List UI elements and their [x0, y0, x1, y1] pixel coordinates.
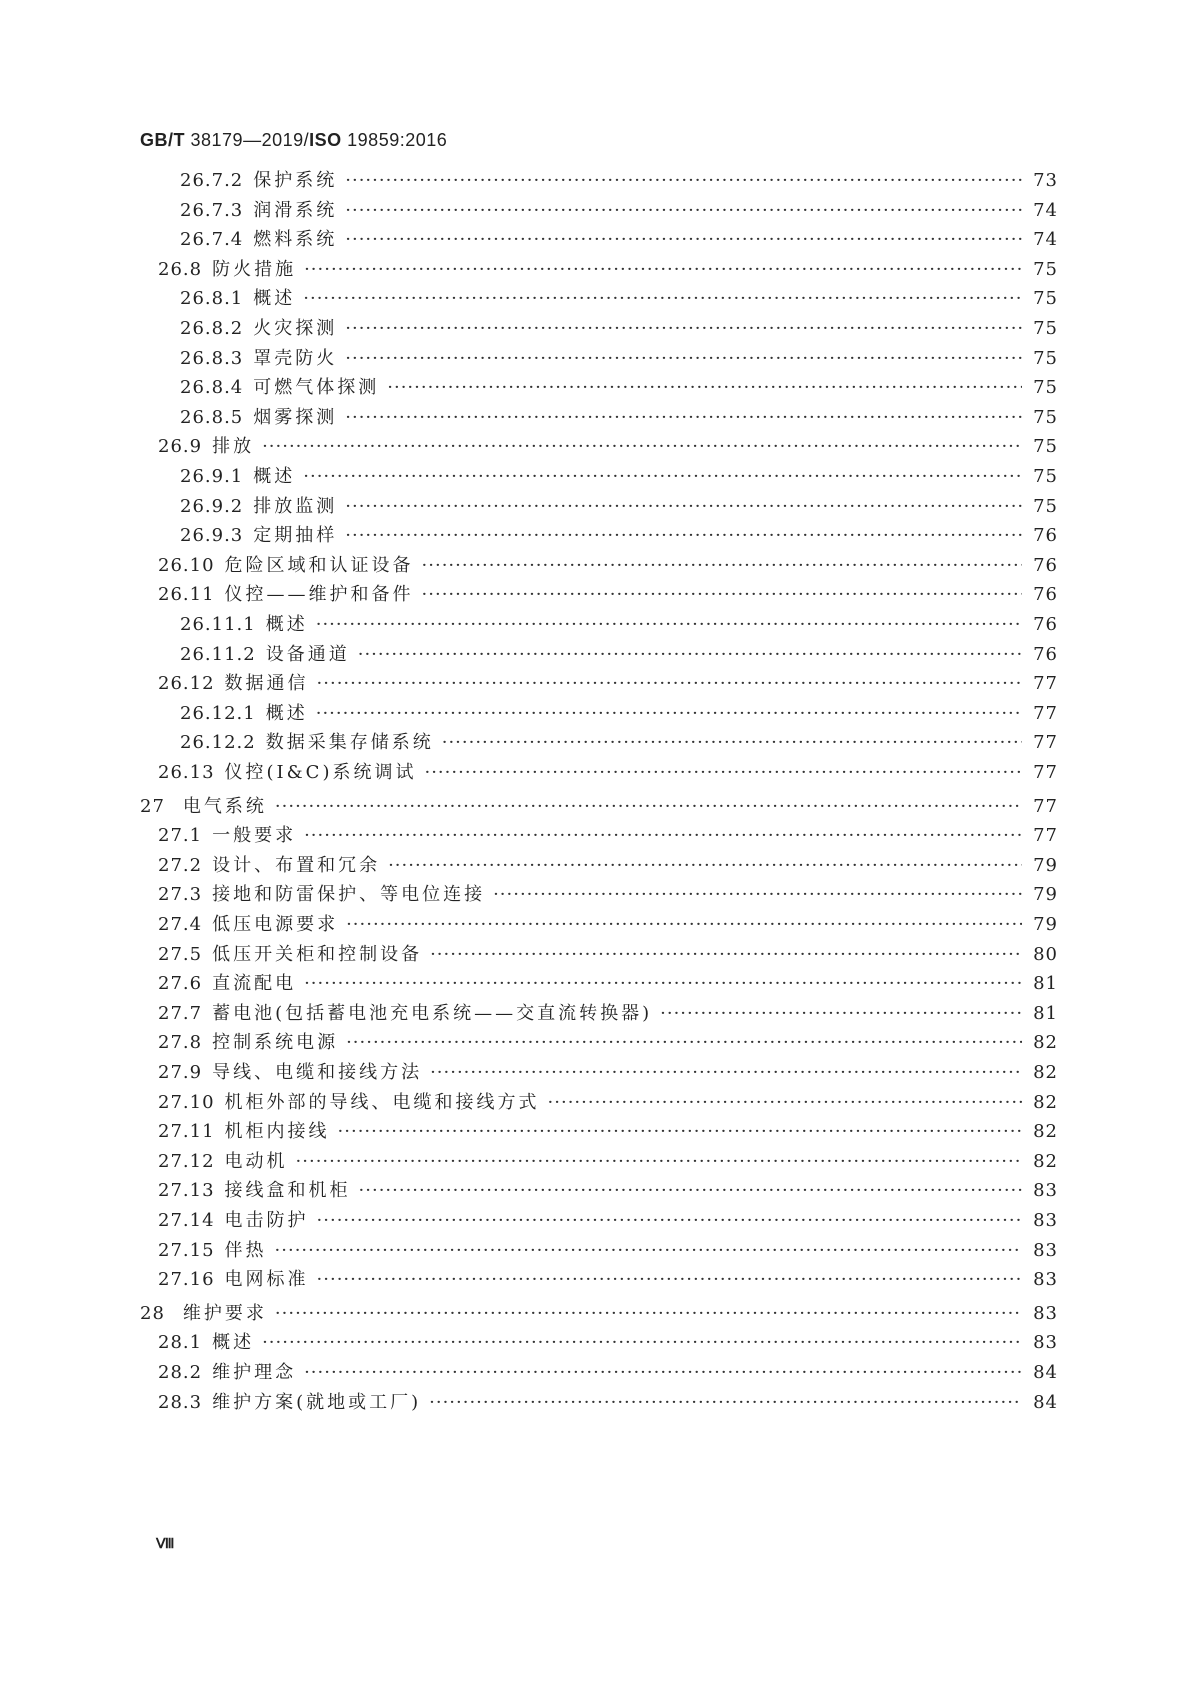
toc-entry-title: 设计、布置和冗余 — [212, 854, 381, 876]
toc-entry-page: 73 — [1033, 170, 1058, 191]
toc-entry-page: 82 — [1033, 1062, 1058, 1083]
toc-entry-number: 26.11 — [158, 584, 215, 606]
toc-entry[interactable] — [0, 1089, 1191, 1117]
toc-entry[interactable] — [0, 197, 1191, 225]
toc-entry-page: 74 — [1033, 229, 1058, 251]
toc-entry-title: 直流配电 — [212, 973, 297, 995]
toc-entry[interactable] — [0, 1300, 1191, 1328]
toc-entry-number: 26.7.2 — [180, 170, 244, 191]
toc-entry[interactable] — [0, 1359, 1191, 1387]
toc-entry-title: 维护要求 — [182, 1302, 267, 1324]
toc-entry[interactable] — [0, 1148, 1191, 1176]
toc-dot-leader — [429, 1389, 1022, 1417]
toc-dot-leader — [275, 793, 1022, 821]
toc-dot-leader — [430, 1059, 1022, 1087]
toc-entry[interactable] — [0, 1000, 1191, 1028]
toc-dot-leader — [317, 670, 1022, 698]
toc-dot-leader — [304, 1359, 1022, 1387]
toc-entry-number: 26.9.2 — [180, 495, 244, 517]
toc-entry[interactable] — [0, 552, 1191, 580]
toc-entry-title: 数据采集存储系统 — [265, 732, 434, 754]
toc-dot-leader — [317, 1266, 1022, 1294]
toc-dot-leader — [296, 1148, 1022, 1176]
toc-entry-number: 26.7.3 — [180, 199, 244, 221]
toc-entry-number: 26.11.1 — [180, 614, 256, 635]
toc-dot-leader — [345, 345, 1022, 373]
toc-entry-number: 26.8.2 — [180, 318, 244, 339]
toc-entry-title: 机柜内接线 — [224, 1121, 330, 1143]
toc-entry-page: 75 — [1033, 406, 1058, 428]
toc-dot-leader — [387, 374, 1022, 402]
toc-entry-title: 伴热 — [224, 1239, 267, 1261]
toc-dot-leader — [303, 463, 1022, 491]
toc-entry-number: 27.6 — [158, 973, 203, 995]
toc-entry-number: 26.7.4 — [180, 229, 244, 251]
toc-entry-page: 83 — [1033, 1269, 1058, 1291]
toc-dot-leader — [317, 1207, 1022, 1235]
toc-entry-title: 燃料系统 — [253, 229, 338, 251]
toc-entry-number: 28.2 — [158, 1362, 203, 1383]
toc-entry-page: 77 — [1033, 825, 1058, 847]
toc-entry-page: 77 — [1033, 795, 1058, 817]
toc-entry[interactable] — [0, 641, 1191, 669]
toc-entry-title: 危险区域和认证设备 — [224, 554, 414, 576]
toc-entry-title: 可燃气体探测 — [253, 377, 380, 399]
toc-entry-page: 75 — [1033, 377, 1058, 399]
toc-entry[interactable] — [0, 970, 1191, 998]
toc-dot-leader — [345, 315, 1022, 343]
toc-entry[interactable] — [0, 315, 1191, 343]
toc-entry-page: 75 — [1033, 436, 1058, 458]
toc-dot-leader — [346, 1029, 1022, 1057]
toc-entry-page: 75 — [1033, 347, 1058, 369]
standard-number: 38179—2019/ — [190, 130, 310, 150]
toc-dot-leader — [345, 493, 1022, 521]
toc-entry[interactable] — [0, 1207, 1191, 1235]
toc-entry-number: 27.5 — [158, 943, 203, 965]
toc-entry-number: 28 — [140, 1302, 165, 1324]
toc-entry-title: 机柜外部的导线、电缆和接线方式 — [224, 1091, 540, 1113]
toc-entry-page: 74 — [1033, 199, 1058, 221]
toc-entry[interactable] — [0, 167, 1191, 195]
toc-dot-leader — [316, 611, 1022, 639]
toc-dot-leader — [422, 581, 1022, 609]
toc-entry[interactable] — [0, 759, 1191, 787]
toc-entry-number: 26.9.3 — [180, 525, 244, 547]
toc-entry-title: 维护理念 — [212, 1362, 297, 1383]
toc-dot-leader — [660, 1000, 1022, 1028]
toc-entry-page: 83 — [1033, 1210, 1058, 1231]
toc-entry-number: 26.8.3 — [180, 347, 244, 369]
toc-entry-number: 27 — [140, 795, 165, 817]
toc-entry-number: 26.12 — [158, 673, 215, 695]
toc-entry[interactable] — [0, 226, 1191, 254]
toc-entry-title: 保护系统 — [253, 170, 338, 191]
toc-entry-title: 电击防护 — [224, 1210, 309, 1231]
toc-dot-leader — [358, 641, 1022, 669]
toc-dot-leader — [262, 433, 1022, 461]
toc-entry-page: 77 — [1033, 673, 1058, 695]
toc-entry-title: 罩壳防火 — [253, 347, 338, 369]
toc-entry-page: 83 — [1033, 1239, 1058, 1261]
toc-dot-leader — [262, 1329, 1022, 1357]
toc-entry-number: 27.1 — [158, 825, 203, 847]
toc-entry[interactable] — [0, 700, 1191, 728]
toc-entry-title: 导线、电缆和接线方法 — [212, 1062, 423, 1083]
toc-entry-page: 77 — [1033, 732, 1058, 754]
toc-entry-title: 概述 — [212, 1332, 255, 1354]
toc-entry-number: 27.13 — [158, 1180, 215, 1202]
toc-dot-leader — [493, 881, 1022, 909]
toc-entry-page: 83 — [1033, 1302, 1058, 1324]
toc-entry[interactable] — [0, 404, 1191, 432]
toc-entry-page: 82 — [1033, 1121, 1058, 1143]
toc-entry-page: 77 — [1033, 762, 1058, 783]
toc-dot-leader — [345, 167, 1022, 195]
toc-dot-leader — [316, 700, 1022, 728]
toc-entry[interactable] — [0, 493, 1191, 521]
toc-entry-number: 27.9 — [158, 1062, 203, 1083]
toc-entry[interactable] — [0, 1329, 1191, 1357]
toc-entry-page: 75 — [1033, 258, 1058, 280]
toc-entry-page: 76 — [1033, 584, 1058, 606]
toc-dot-leader — [338, 1118, 1022, 1146]
toc-entry[interactable] — [0, 374, 1191, 402]
toc-entry-number: 28.1 — [158, 1332, 203, 1354]
toc-entry-number: 27.12 — [158, 1150, 215, 1172]
toc-entry[interactable] — [0, 1237, 1191, 1265]
toc-entry-number: 27.10 — [158, 1091, 215, 1113]
toc-entry-title: 接线盒和机柜 — [224, 1180, 351, 1202]
toc-entry-page: 80 — [1033, 943, 1058, 965]
toc-dot-leader — [424, 759, 1022, 787]
toc-dot-leader — [422, 552, 1022, 580]
toc-entry-number: 27.2 — [158, 854, 203, 876]
toc-entry[interactable] — [0, 670, 1191, 698]
toc-entry-page: 75 — [1033, 495, 1058, 517]
toc-entry-title: 概述 — [253, 288, 296, 310]
toc-entry-number: 27.16 — [158, 1269, 215, 1291]
iso-code: ISO — [309, 130, 342, 150]
toc-entry-number: 26.8.5 — [180, 406, 244, 428]
iso-number: 19859:2016 — [347, 130, 448, 150]
toc-dot-leader — [304, 256, 1022, 284]
toc-entry-page: 76 — [1033, 525, 1058, 547]
toc-dot-leader — [275, 1237, 1022, 1265]
toc-entry-page: 76 — [1033, 643, 1058, 665]
toc-entry-title: 电网标准 — [224, 1269, 309, 1291]
toc-entry-title: 控制系统电源 — [212, 1032, 339, 1054]
toc-entry-title: 仪控(I&C)系统调试 — [224, 762, 417, 783]
toc-entry-title: 定期抽样 — [253, 525, 338, 547]
toc-entry-page: 81 — [1033, 1002, 1058, 1024]
toc-dot-leader — [345, 197, 1022, 225]
toc-entry[interactable] — [0, 941, 1191, 969]
toc-entry-title: 低压电源要求 — [212, 914, 339, 935]
toc-entry-number: 27.7 — [158, 1002, 203, 1024]
toc-entry-number: 27.4 — [158, 914, 203, 935]
toc-entry[interactable] — [0, 345, 1191, 373]
toc-entry[interactable] — [0, 1118, 1191, 1146]
toc-entry[interactable] — [0, 256, 1191, 284]
standard-code: GB/T — [140, 130, 185, 150]
toc-entry-page: 82 — [1033, 1032, 1058, 1054]
toc-entry-page: 79 — [1033, 854, 1058, 876]
toc-entry[interactable] — [0, 793, 1191, 821]
toc-entry[interactable] — [0, 852, 1191, 880]
toc-entry[interactable] — [0, 911, 1191, 939]
toc-entry-number: 27.8 — [158, 1032, 203, 1054]
toc-dot-leader — [345, 522, 1022, 550]
toc-entry[interactable] — [0, 463, 1191, 491]
toc-entry-title: 排放 — [212, 436, 255, 458]
toc-entry[interactable] — [0, 611, 1191, 639]
toc-entry-number: 26.8.4 — [180, 377, 244, 399]
page-number-roman: Ⅷ — [156, 1535, 175, 1551]
toc-entry-title: 火灾探测 — [253, 318, 338, 339]
toc-entry-page: 82 — [1033, 1091, 1058, 1113]
toc-entry-number: 26.10 — [158, 554, 215, 576]
toc-entry-number: 26.9 — [158, 436, 203, 458]
toc-entry-title: 电气系统 — [182, 795, 267, 817]
toc-entry[interactable] — [0, 285, 1191, 313]
toc-entry-title: 接地和防雷保护、等电位连接 — [212, 884, 486, 906]
toc-entry-title: 概述 — [265, 614, 308, 635]
toc-entry-title: 润滑系统 — [253, 199, 338, 221]
toc-dot-leader — [430, 941, 1022, 969]
toc-entry-title: 蓄电池(包括蓄电池充电系统——交直流转换器) — [212, 1002, 653, 1024]
toc-entry[interactable] — [0, 1029, 1191, 1057]
toc-entry[interactable] — [0, 1177, 1191, 1205]
toc-entry-page: 83 — [1033, 1332, 1058, 1354]
toc-entry-title: 烟雾探测 — [253, 406, 338, 428]
toc-entry[interactable] — [0, 581, 1191, 609]
toc-entry-number: 26.13 — [158, 762, 215, 783]
toc-entry-title: 电动机 — [224, 1150, 288, 1172]
toc-entry-number: 26.8.1 — [180, 288, 244, 310]
toc-entry-title: 仪控——维护和备件 — [224, 584, 414, 606]
toc-entry-number: 26.9.1 — [180, 466, 244, 487]
toc-dot-leader — [345, 404, 1022, 432]
toc-entry-title: 一般要求 — [212, 825, 297, 847]
toc-entry[interactable] — [0, 729, 1191, 757]
toc-entry-page: 82 — [1033, 1150, 1058, 1172]
toc-entry-title: 维护方案(就地或工厂) — [212, 1391, 422, 1413]
toc-dot-leader — [346, 911, 1022, 939]
toc-entry-page: 76 — [1033, 554, 1058, 576]
toc-dot-leader — [548, 1089, 1022, 1117]
toc-dot-leader — [303, 285, 1022, 313]
toc-entry-number: 28.3 — [158, 1391, 203, 1413]
toc-entry-number: 26.8 — [158, 258, 203, 280]
toc-entry-number: 27.3 — [158, 884, 203, 906]
toc-entry-title: 防火措施 — [212, 258, 297, 280]
toc-entry[interactable] — [0, 522, 1191, 550]
toc-entry-title: 排放监测 — [253, 495, 338, 517]
toc-entry-page: 75 — [1033, 318, 1058, 339]
toc-entry[interactable] — [0, 1266, 1191, 1294]
toc-dot-leader — [442, 729, 1022, 757]
toc-entry-title: 低压开关柜和控制设备 — [212, 943, 423, 965]
toc-entry-page: 75 — [1033, 466, 1058, 487]
toc-dot-leader — [388, 852, 1022, 880]
toc-entry-number: 27.14 — [158, 1210, 215, 1231]
toc-dot-leader — [304, 970, 1022, 998]
toc-dot-leader — [304, 822, 1022, 850]
toc-entry[interactable] — [0, 822, 1191, 850]
toc-entry-page: 75 — [1033, 288, 1058, 310]
toc-dot-leader — [275, 1300, 1022, 1328]
toc-entry-number: 26.12.1 — [180, 702, 256, 724]
toc-entry-number: 27.11 — [158, 1121, 215, 1143]
toc-entry-page: 81 — [1033, 973, 1058, 995]
toc-entry[interactable] — [0, 433, 1191, 461]
toc-entry-number: 27.15 — [158, 1239, 215, 1261]
toc-entry-page: 84 — [1033, 1391, 1058, 1413]
toc-entry-page: 79 — [1033, 914, 1058, 935]
document-header — [140, 130, 447, 151]
toc-entry-page: 77 — [1033, 702, 1058, 724]
toc-entry-title: 数据通信 — [224, 673, 309, 695]
toc-entry[interactable] — [0, 881, 1191, 909]
toc-entry-title: 设备通道 — [265, 643, 350, 665]
toc-dot-leader — [359, 1177, 1022, 1205]
toc-entry-page: 79 — [1033, 884, 1058, 906]
toc-dot-leader — [345, 226, 1022, 254]
toc-entry-page: 76 — [1033, 614, 1058, 635]
toc-entry[interactable] — [0, 1389, 1191, 1417]
toc-entry-page: 83 — [1033, 1180, 1058, 1202]
toc-entry[interactable] — [0, 1059, 1191, 1087]
toc-entry-page: 84 — [1033, 1362, 1058, 1383]
toc-entry-title: 概述 — [265, 702, 308, 724]
toc-entry-title: 概述 — [253, 466, 296, 487]
toc-entry-number: 26.12.2 — [180, 732, 256, 754]
toc-entry-number: 26.11.2 — [180, 643, 256, 665]
